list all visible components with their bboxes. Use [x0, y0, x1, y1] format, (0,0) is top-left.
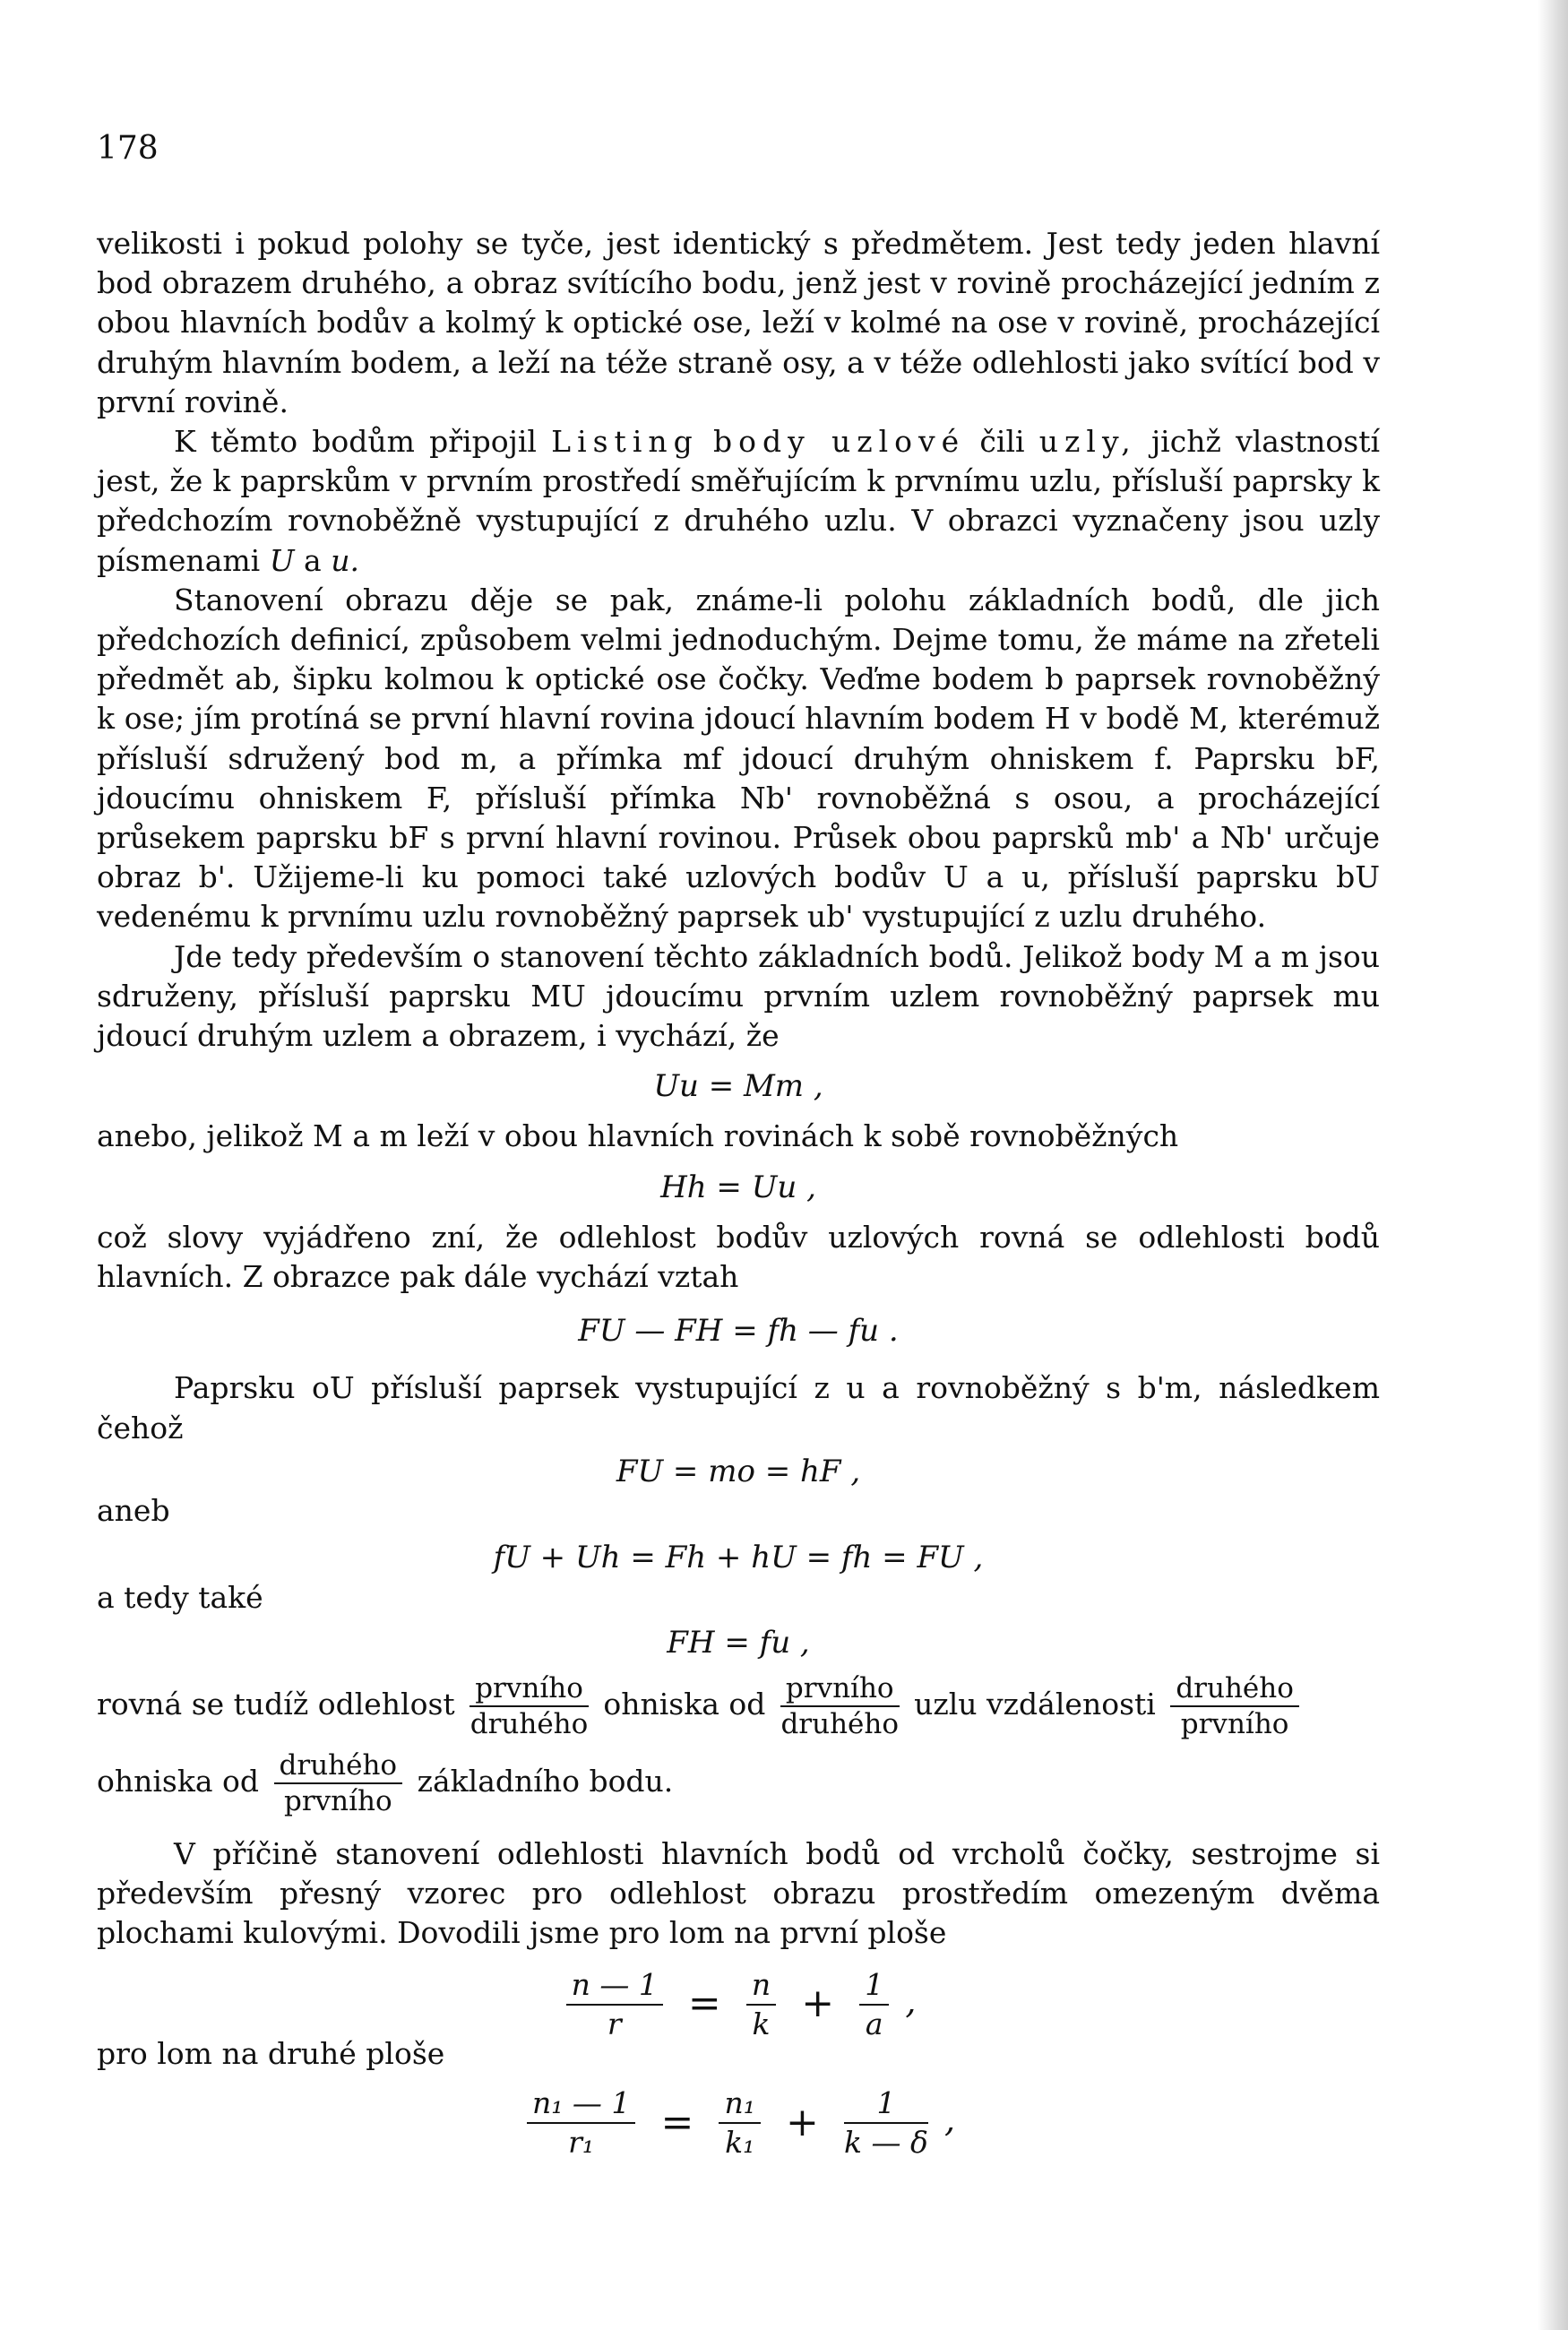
fraction-4 [274, 1748, 403, 1818]
term-uzly: uzly, [1038, 424, 1137, 460]
eq8-end: , [943, 2100, 956, 2140]
p2-text-c: jichž vlastností jest, že k paprskům v prvním prostředí směřujícím k prvnímu uzlu, přísluší paprsky k předchozím rovnoběžně vystupující z druhého uzlu. V obrazci vyznačeny jsou uzly písmenami [97, 424, 1381, 578]
symbol-u: u. [331, 542, 359, 578]
equation-8 [97, 2084, 1380, 2162]
eq8-left-den: r₁ [568, 2124, 595, 2160]
eq7-left-den: r [607, 2006, 622, 2041]
fraction-4-den: prvního [283, 1784, 392, 1817]
eq7-left-num: n — 1 [566, 1966, 663, 2006]
eq7-right-num: 1 [859, 1966, 889, 2006]
eq7-right-den: a [865, 2006, 883, 2041]
eq7-equals: = [687, 1980, 721, 2027]
p2-text-b: čili [979, 424, 1025, 460]
fraction-3-num: druhého [1170, 1671, 1299, 1707]
fraction-1 [470, 1671, 589, 1741]
paragraph-2 [97, 422, 1380, 581]
fraction-2 [780, 1671, 900, 1741]
equation-4: FU = mo = hF , [616, 1453, 861, 1489]
t6-text-a: rovná se tudíž odlehlost [97, 1686, 455, 1722]
fraction-line-1 [97, 1671, 1380, 1741]
eq7-left [566, 1966, 663, 2043]
fraction-2-den: druhého [780, 1707, 900, 1740]
text-body [97, 224, 1380, 2162]
equation-7 [97, 1966, 1380, 2043]
fraction-1-den: druhého [470, 1707, 589, 1740]
fraction-1-num: prvního [470, 1671, 589, 1707]
author-name: Listing [551, 424, 699, 460]
label-aneb: aneb [97, 1493, 170, 1529]
eq8-left [527, 2084, 635, 2162]
paragraph-5: V příčině stanovení odlehlosti hlavních bodů od vrcholů čočky, sestrojme si především přesný vzorec pro odlehlost obrazu prostředím omezeným dvěma plochami kulovými. Dovodili jsme pro lom na první ploše [97, 1835, 1380, 1951]
equation-1: Uu = Mm , [653, 1068, 823, 1105]
equation-2: Hh = Uu , [660, 1169, 816, 1205]
text-line-1: anebo, jelikož M a m leží v obou hlavních rovinách k sobě rovnoběžných [97, 1118, 1179, 1154]
fraction-3 [1170, 1671, 1299, 1741]
eq7-mid [746, 1966, 776, 2043]
fraction-2-num: prvního [780, 1671, 900, 1707]
fraction-line-2 [97, 1748, 1380, 1818]
p2-and: a [304, 542, 322, 578]
t6-text-d: ohniska od [97, 1763, 260, 1799]
paragraph-3: Stanovení obrazu děje se pak, známe-li polohu základních bodů, dle jich předchozích definicí, způsobem velmi jednoduchým. Dejme tomu, že máme na zřeteli předmět ab, šipku kolmou k optické ose čočky. Veďme bodem b paprsek rovnoběžný k ose; jím protíná se první hlavní rovina jdoucí hlavním bodem H v bodě M, kterémuž přísluší sdružený bod m, a přímka mf jdoucí druhým ohniskem f. Paprsku bF, jdoucímu ohniskem F, přísluší přímka Nb' rovnoběžná s osou, a procházející průsekem paprsku bF s první hlavní rovinou. Průsek obou paprsků mb' a Nb' určuje obraz b'. Užijeme-li ku pomoci také uzlových bodův U a u, přísluší paprsku bU vedenému k prvnímu uzlu rovnoběžný paprsek ub' vystupující z uzlu druhého. [97, 582, 1380, 935]
p2-text-a: K těmto bodům připojil [174, 424, 537, 460]
page-edge-shadow [1538, 0, 1568, 2330]
symbol-U: U [269, 542, 295, 578]
fraction-4-num: druhého [274, 1748, 403, 1784]
paragraph-4: Jde tedy především o stanovení těchto základních bodů. Jelikož body M a m jsou sdruženy, přísluší paprsku MU jdoucímu prvním uzlem rovnoběžný paprsek mu jdoucí druhým uzlem a obrazem, i vychází, že [97, 938, 1380, 1054]
eq8-plus: + [786, 2099, 819, 2145]
term-body-uzlove: body uzlové [712, 424, 966, 460]
eq7-plus: + [801, 1980, 835, 2027]
text-line-2: což slovy vyjádřeno zní, že odlehlost bodův uzlových rovná se odlehlosti bodů hlavních. Z obrazce pak dále vychází vztah [97, 1219, 1380, 1295]
eq8-left-num: n₁ — 1 [527, 2084, 635, 2124]
paragraph-1: velikosti i pokud polohy se tyče, jest identický s předmětem. Jest tedy jeden hlavní bod obrazem druhého, a obraz svítícího bodu, jenž jest v rovině procházející jedním z obou hlavních bodův a kolmý k optické ose, leží v kolmé na ose v rovině, procházející druhým hlavním bodem, a leží na téže straně osy, a v téže odlehlosti jako svítící bod v první rovině. [97, 226, 1380, 419]
eq7-mid-num: n [746, 1966, 776, 2006]
eq8-mid-num: n₁ [719, 2084, 760, 2124]
equation-3: FU — FH = fh — fu . [578, 1313, 899, 1350]
eq7-end: , [905, 1981, 917, 2022]
t6-text-b: ohniska od [603, 1686, 766, 1722]
eq8-mid-den: k₁ [725, 2124, 755, 2160]
eq8-mid [719, 2084, 760, 2162]
eq7-right [859, 1966, 889, 2043]
eq8-right [844, 2084, 928, 2162]
eq7-mid-den: k [752, 2006, 771, 2041]
t6-text-e: základního bodu. [417, 1763, 674, 1799]
eq8-equals: = [660, 2099, 694, 2145]
eq8-right-den: k — δ [844, 2124, 928, 2160]
label-a-tedy-take: a tedy také [97, 1579, 263, 1615]
fraction-3-den: prvního [1180, 1707, 1289, 1740]
eq8-right-num: 1 [844, 2084, 928, 2124]
equation-5: fU + Uh = Fh + hU = fh = FU , [493, 1540, 984, 1576]
text-line-3: Paprsku oU přísluší paprsek vystupující z u a rovnoběžný s b'm, následkem čehož [97, 1370, 1380, 1445]
t6-text-c: uzlu vzdálenosti [914, 1686, 1156, 1722]
page-number: 178 [97, 130, 159, 167]
text-line-7: pro lom na druhé ploše [97, 2035, 445, 2071]
equation-6: FH = fu , [667, 1624, 810, 1661]
